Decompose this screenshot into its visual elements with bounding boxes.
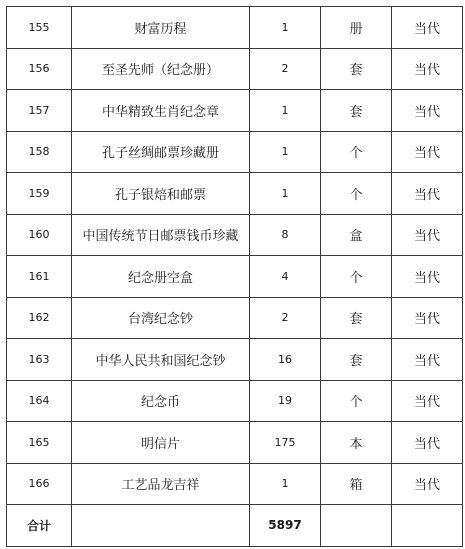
item-name-cell: 明信片 [72, 422, 250, 464]
table-row [7, 339, 463, 381]
item-name-cell: 财富历程 [72, 7, 250, 49]
item-name-cell: 中华人民共和国纪念钞 [72, 339, 250, 381]
item-era-cell: 当代 [392, 48, 463, 90]
item-number-cell: 164 [7, 380, 72, 422]
item-quantity-cell: 1 [250, 131, 321, 173]
item-quantity-cell: 19 [250, 380, 321, 422]
item-number-cell: 158 [7, 131, 72, 173]
item-unit-cell: 套 [321, 339, 392, 381]
item-name-cell: 中华精致生肖纪念章 [72, 90, 250, 132]
inventory-table-body [7, 7, 463, 505]
item-number-cell: 156 [7, 48, 72, 90]
total-row [7, 505, 463, 547]
item-number-cell: 160 [7, 214, 72, 256]
item-era-cell: 当代 [392, 256, 463, 298]
item-quantity-cell: 1 [250, 90, 321, 132]
table-row [7, 7, 463, 49]
table-row [7, 90, 463, 132]
item-era-cell: 当代 [392, 7, 463, 49]
item-era-cell: 当代 [392, 422, 463, 464]
item-name-cell: 纪念册空盒 [72, 256, 250, 298]
item-quantity-cell: 2 [250, 297, 321, 339]
inventory-table [6, 6, 463, 547]
item-era-cell: 当代 [392, 90, 463, 132]
total-empty-era [392, 505, 463, 547]
table-row [7, 214, 463, 256]
item-unit-cell: 个 [321, 173, 392, 215]
item-quantity-cell: 2 [250, 48, 321, 90]
item-era-cell: 当代 [392, 214, 463, 256]
table-row [7, 173, 463, 215]
total-empty-unit [321, 505, 392, 547]
item-number-cell: 155 [7, 7, 72, 49]
item-number-cell: 165 [7, 422, 72, 464]
table-row [7, 380, 463, 422]
item-unit-cell: 册 [321, 7, 392, 49]
item-number-cell: 161 [7, 256, 72, 298]
item-name-cell: 纪念币 [72, 380, 250, 422]
table-row [7, 131, 463, 173]
item-unit-cell: 盒 [321, 214, 392, 256]
table-row [7, 463, 463, 505]
item-name-cell: 孔子银焙和邮票 [72, 173, 250, 215]
item-name-cell: 至圣先师（纪念册） [72, 48, 250, 90]
table-row [7, 297, 463, 339]
item-quantity-cell: 8 [250, 214, 321, 256]
item-quantity-cell: 1 [250, 463, 321, 505]
item-unit-cell: 套 [321, 90, 392, 132]
item-number-cell: 159 [7, 173, 72, 215]
item-era-cell: 当代 [392, 131, 463, 173]
total-label: 合计 [7, 505, 72, 547]
item-number-cell: 166 [7, 463, 72, 505]
item-era-cell: 当代 [392, 463, 463, 505]
item-quantity-cell: 16 [250, 339, 321, 381]
item-quantity-cell: 1 [250, 173, 321, 215]
item-quantity-cell: 175 [250, 422, 321, 464]
item-unit-cell: 套 [321, 48, 392, 90]
item-number-cell: 163 [7, 339, 72, 381]
table-row [7, 422, 463, 464]
item-unit-cell: 个 [321, 256, 392, 298]
item-era-cell: 当代 [392, 173, 463, 215]
total-value: 5897 [250, 505, 321, 547]
item-name-cell: 台湾纪念钞 [72, 297, 250, 339]
table-row [7, 48, 463, 90]
total-empty-name [72, 505, 250, 547]
item-unit-cell: 箱 [321, 463, 392, 505]
item-number-cell: 162 [7, 297, 72, 339]
item-unit-cell: 套 [321, 297, 392, 339]
item-name-cell: 孔子丝绸邮票珍藏册 [72, 131, 250, 173]
item-unit-cell: 个 [321, 380, 392, 422]
item-era-cell: 当代 [392, 339, 463, 381]
item-unit-cell: 本 [321, 422, 392, 464]
item-number-cell: 157 [7, 90, 72, 132]
item-unit-cell: 个 [321, 131, 392, 173]
item-era-cell: 当代 [392, 380, 463, 422]
item-quantity-cell: 1 [250, 7, 321, 49]
item-era-cell: 当代 [392, 297, 463, 339]
item-name-cell: 中国传统节日邮票钱币珍藏 [72, 214, 250, 256]
item-name-cell: 工艺品龙吉祥 [72, 463, 250, 505]
table-row [7, 256, 463, 298]
item-quantity-cell: 4 [250, 256, 321, 298]
